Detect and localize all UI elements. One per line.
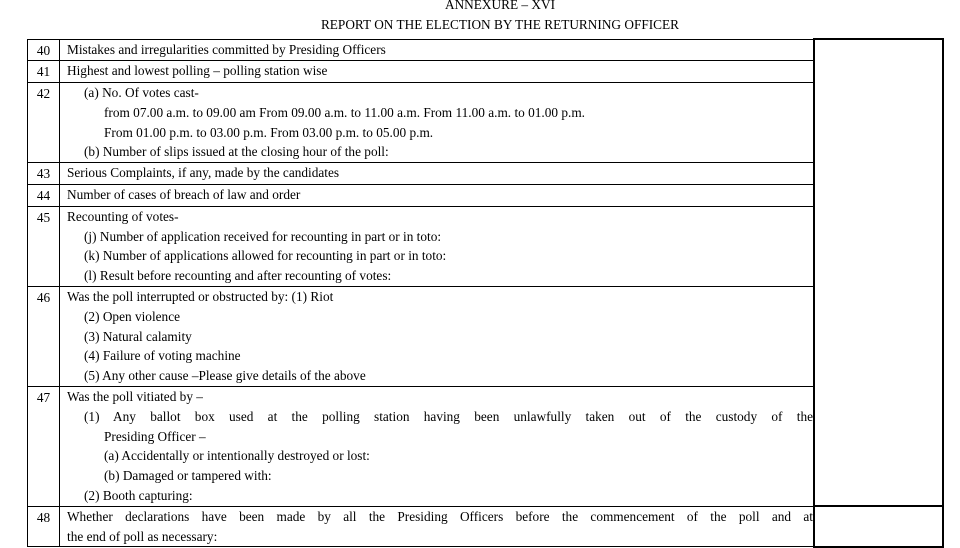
question-line: (2) Booth capturing: [84,488,193,504]
question-line: Serious Complaints, if any, made by the candidates [67,165,340,181]
row-question [60,287,815,387]
table-row [28,206,944,286]
row-number: 48 [28,506,60,547]
row-question [60,163,815,185]
row-number: 45 [28,206,60,286]
report-title: REPORT ON THE ELECTION BY THE RETURNING OFFICER [320,17,680,32]
question-line: (1) Any ballot box used at the polling station having been unlawfully taken out of the custody of the [84,408,813,424]
question-line: (2) Open violence [84,308,180,324]
table-row [28,163,944,185]
answer-column [814,39,943,506]
answer-cell [814,506,943,547]
row-number: 41 [28,61,60,83]
table-row [28,83,944,163]
row-question [60,185,815,207]
question-line: (b) Number of slips issued at the closing hour of the poll: [84,144,389,160]
table-row [28,287,944,387]
report-table [27,38,944,548]
row-number: 46 [28,287,60,387]
question-line: (k) Number of applications allowed for recounting in part or in toto: [84,248,447,264]
question-line: from 07.00 a.m. to 09.00 am From 09.00 a.m. to 11.00 a.m. From 11.00 a.m. to 01.00 p.m. [104,104,585,120]
row-number: 44 [28,185,60,207]
row-question [60,506,815,547]
table-row [28,387,944,507]
question-line: From 01.00 p.m. to 03.00 p.m. From 03.00 p.m. to 05.00 p.m. [104,124,434,140]
question-line: (b) Damaged or tampered with: [104,468,272,484]
table-row [28,506,944,547]
row-question [60,61,815,83]
question-line: the end of poll as necessary: [67,528,218,544]
question-line: Recounting of votes- [67,208,179,224]
annexure-label: ANNEXURE – XVI [444,0,556,12]
report-table-wrapper [27,38,944,548]
question-line: Mistakes and irregularities committed by Presiding Officers [67,41,386,57]
row-question [60,206,815,286]
question-line: Was the poll interrupted or obstructed by: (1) Riot [67,289,334,305]
row-number: 40 [28,39,60,61]
row-number: 47 [28,387,60,507]
table-row [28,39,944,61]
question-line: (l) Result before recounting and after recounting of votes: [84,268,392,284]
row-question [60,387,815,507]
question-line: Whether declarations have been made by all the Presiding Officers before the commencement of the poll and at [67,508,813,524]
question-line: (5) Any other cause –Please give details of the above [84,368,366,384]
question-line: (j) Number of application received for recounting in part or in toto: [84,228,442,244]
question-line: Presiding Officer – [104,428,206,444]
table-row [28,61,944,83]
question-line: Number of cases of breach of law and order [67,187,301,203]
question-line: Highest and lowest polling – polling station wise [67,63,328,79]
row-question [60,39,815,61]
question-line: (a) Accidentally or intentionally destroyed or lost: [104,448,370,464]
question-line: (4) Failure of voting machine [84,348,241,364]
row-number: 42 [28,83,60,163]
table-row [28,185,944,207]
question-line: Was the poll vitiated by – [67,389,203,405]
row-number: 43 [28,163,60,185]
question-line: (3) Natural calamity [84,328,192,344]
question-line: (a) No. Of votes cast- [84,85,199,101]
row-question [60,83,815,163]
